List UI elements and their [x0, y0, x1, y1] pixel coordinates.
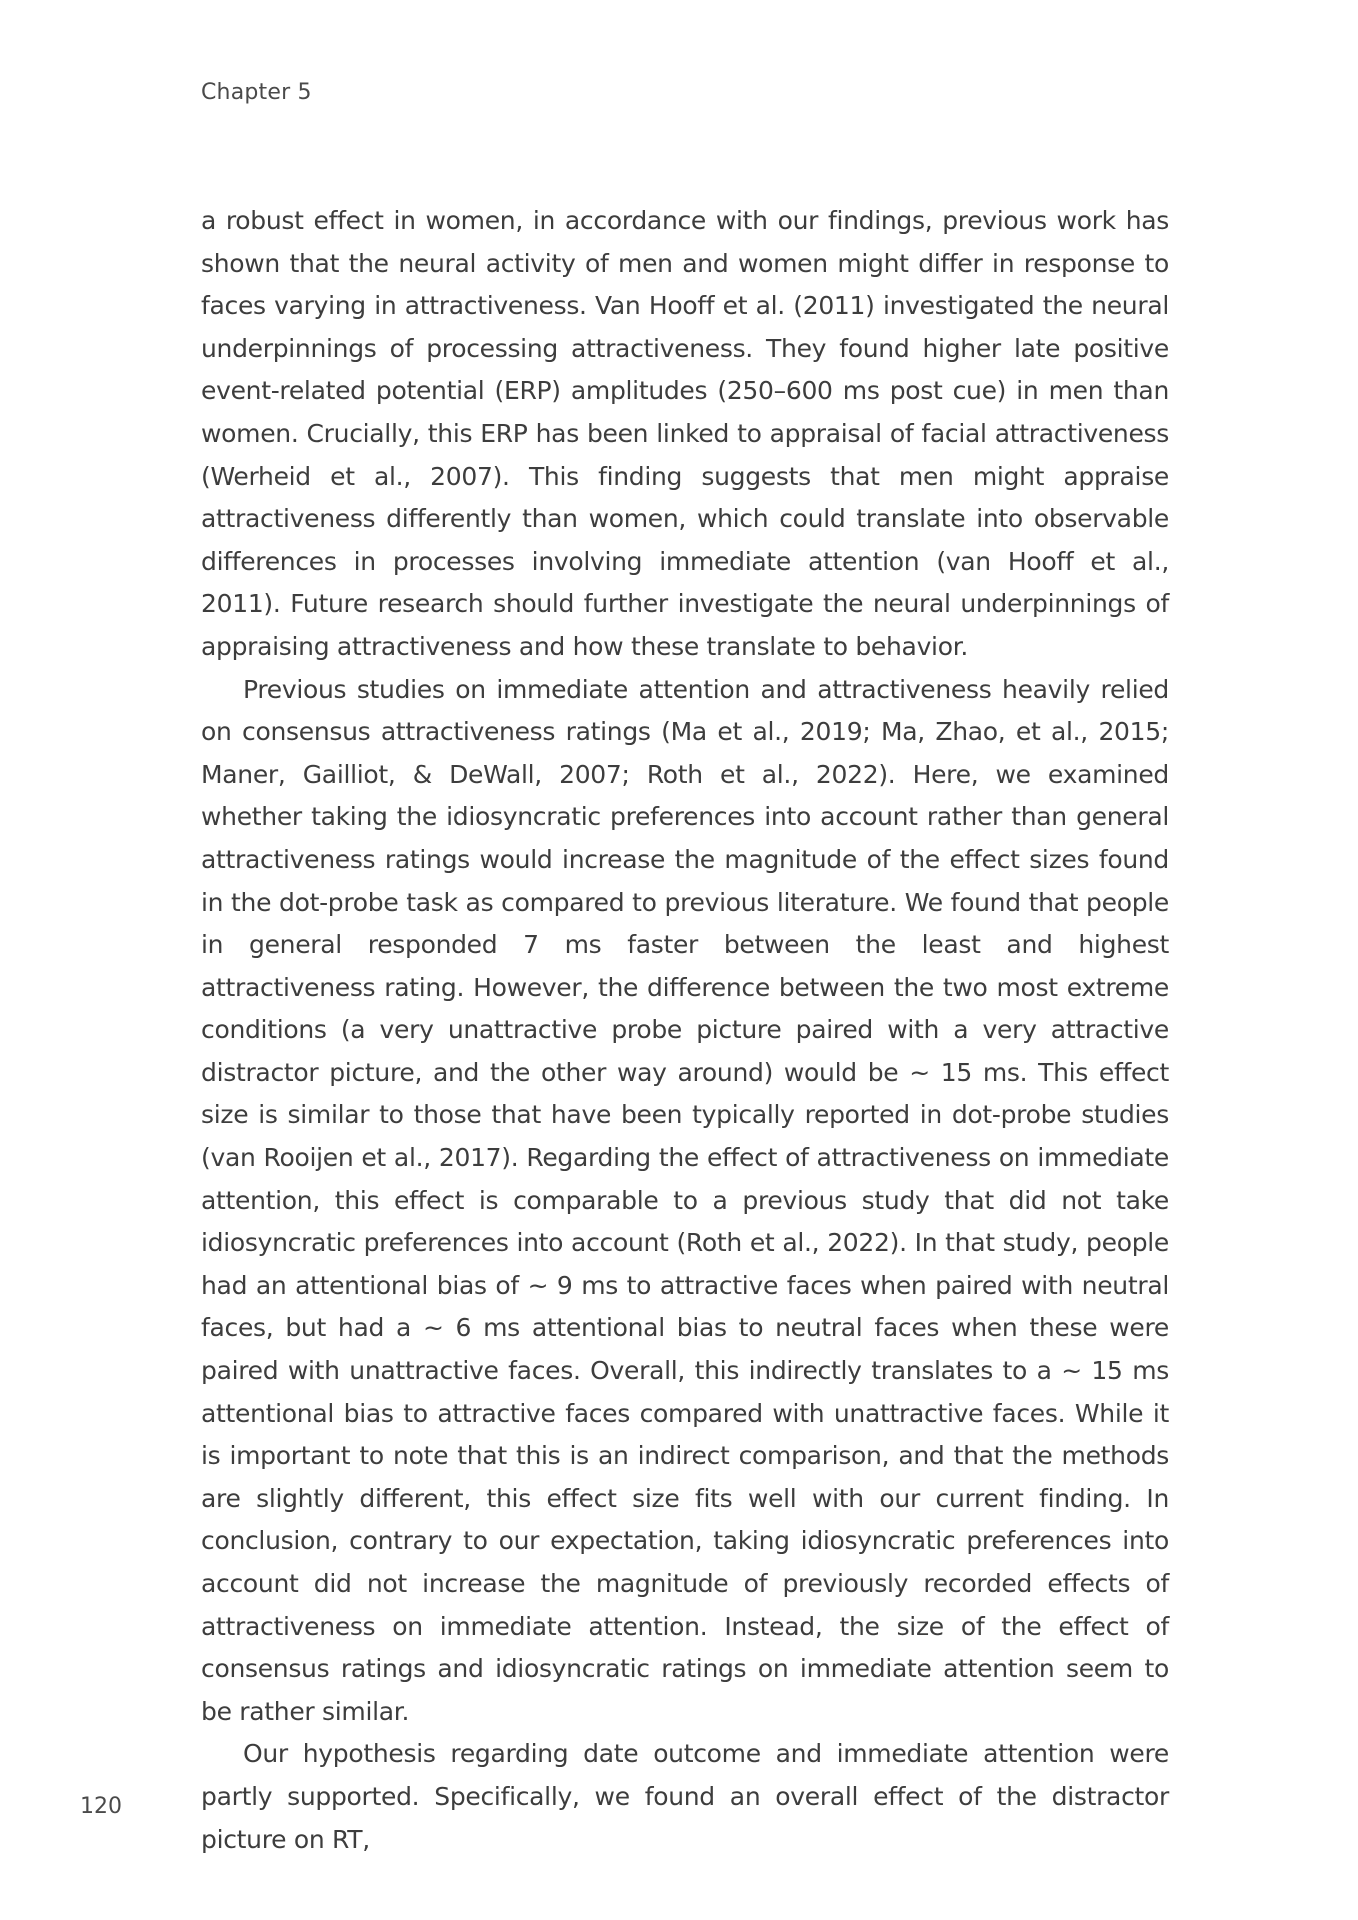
- paragraph-1: a robust effect in women, in accordance with our findings, previous work has shown that the neural activity of men and women might differ in response to faces varying in attractiveness. Van Hooff et al. (2011) investigated the neural underpinnings of processing attractiveness. They found higher late positive event-related potential (ERP) amplitudes (250–600 ms post cue) in men than women. Crucially, this ERP has been linked to appraisal of facial attractiveness (Werheid et al., 2007). This finding suggests that men might appraise attractiveness differently than women, which could translate into observable differences in processes involving immediate attention (van Hooff et al., 2011). Future research should further investigate the neural underpinnings of appraising attractiveness and how these translate to behavior.: [201, 206, 1169, 661]
- body-text: [201, 200, 1169, 1861]
- paragraph-3: Our hypothesis regarding date outcome and immediate attention were partly supported. Specifically, we found an overall effect of the distractor picture on RT,: [201, 1739, 1169, 1854]
- paragraph-2: Previous studies on immediate attention and attractiveness heavily relied on consensus attractiveness ratings (Ma et al., 2019; Ma, Zhao, et al., 2015; Maner, Gailliot, & DeWall, 2007; Roth et al., 2022). Here, we examined whether taking the idiosyncratic preferences into account rather than general attractiveness ratings would increase the magnitude of the effect sizes found in the dot-probe task as compared to previous literature. We found that people in general responded 7 ms faster between the least and highest attractiveness rating. However, the difference between the two most extreme conditions (a very unattractive probe picture paired with a very attractive distractor picture, and the other way around) would be ~ 15 ms. This effect size is similar to those that have been typically reported in dot-probe studies (van Rooijen et al., 2017). Regarding the effect of attractiveness on immediate attention, this effect is comparable to a previous study that did not take idiosyncratic preferences into account (Roth et al., 2022). In that study, people had an attentional bias of ~ 9 ms to attractive faces when paired with neutral faces, but had a ~ 6 ms attentional bias to neutral faces when these were paired with unattractive faces. Overall, this indirectly translates to a ~ 15 ms attentional bias to attractive faces compared with unattractive faces. While it is important to note that this is an indirect comparison, and that the methods are slightly different, this effect size fits well with our current finding. In conclusion, contrary to our expectation, taking idiosyncratic preferences into account did not increase the magnitude of previously recorded effects of attractiveness on immediate attention. Instead, the size of the effect of consensus ratings and idiosyncratic ratings on immediate attention seem to be rather similar.: [201, 674, 1169, 1726]
- page-number: 120: [80, 1794, 122, 1819]
- running-head: Chapter 5: [201, 80, 312, 105]
